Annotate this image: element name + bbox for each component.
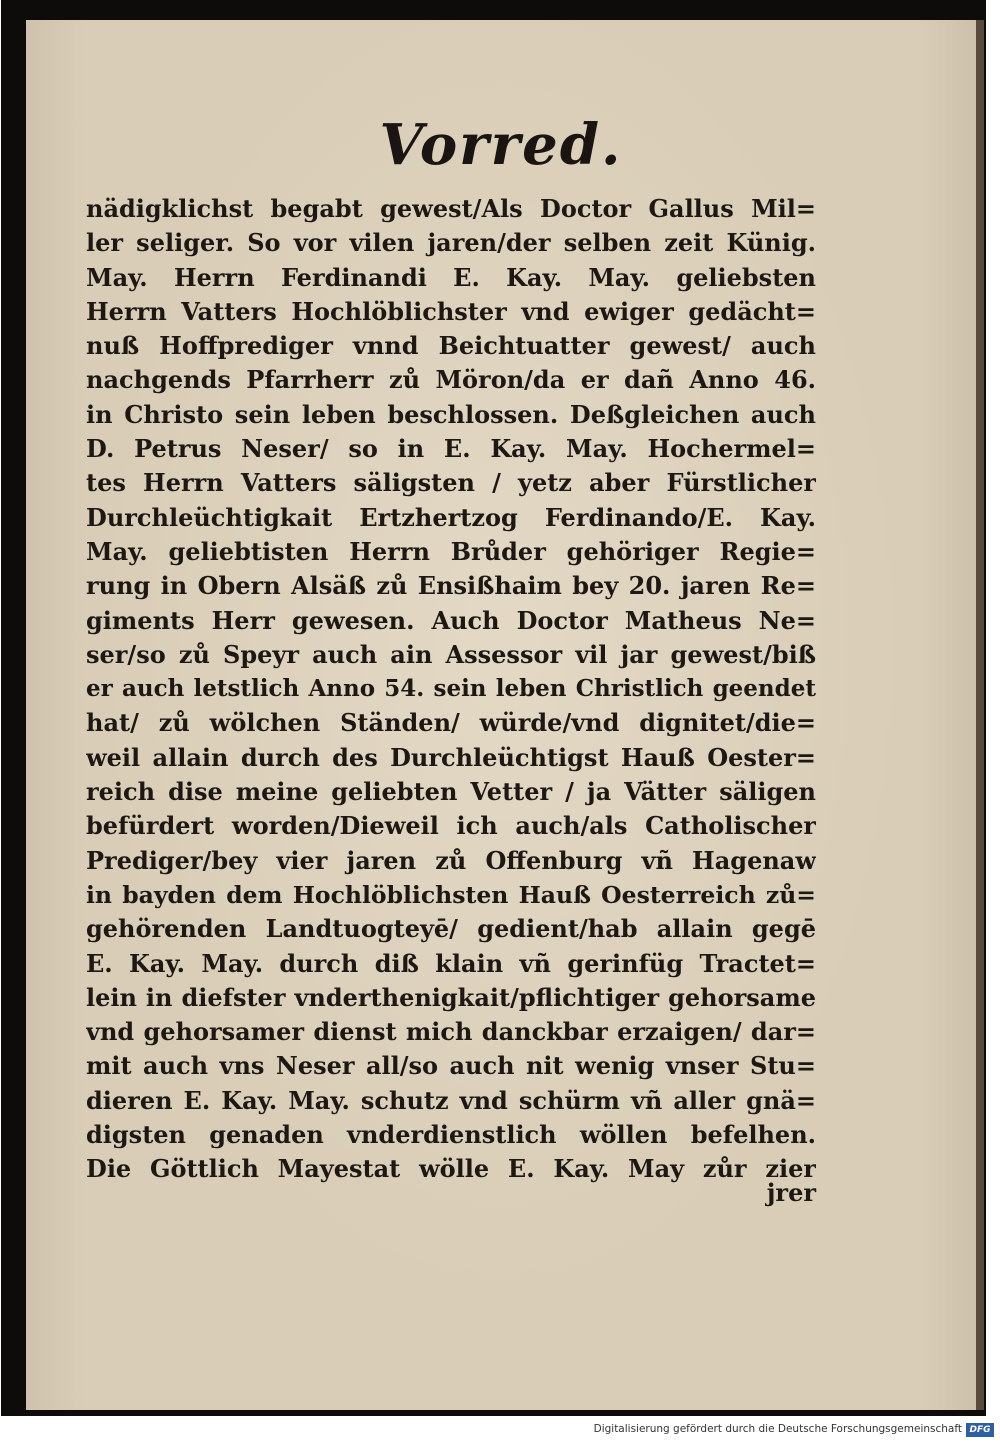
page-header: Vorred. <box>379 112 623 178</box>
text-line: befürdert worden/Dieweil ich auch/als Catholischer <box>86 811 816 841</box>
text-line: vnd gehorsamer dienst mich danckbar erzaigen/ dar= <box>86 1017 816 1047</box>
text-line: digsten genaden vnderdienstlich wöllen befelhen. <box>86 1120 816 1150</box>
catchword: jrer <box>766 1178 816 1207</box>
text-line: Durchleüchtigkait Ertzhertzog Ferdinando/E. Kay. <box>86 502 816 532</box>
book-page <box>26 20 976 1410</box>
text-line: May. geliebtisten Herrn Brůder gehöriger Regie= <box>86 536 816 566</box>
page-edge <box>976 20 984 1410</box>
text-line: Prediger/bey vier jaren zů Offenburg vñ Hagenaw <box>86 845 816 875</box>
text-line: hat/ zů wölchen Ständen/ würde/vnd dignitet/die= <box>86 708 816 738</box>
text-line: nädigklichst begabt gewest/Als Doctor Gallus Mil= <box>86 194 816 223</box>
text-line: May. Herrn Ferdinandi E. Kay. May. geliebsten <box>86 262 816 292</box>
text-line: nuß Hoffprediger vnnd Beichtuatter gewest/ auch <box>86 331 816 361</box>
text-line: in Christo sein leben beschlossen. Deßgleichen auch <box>86 399 816 429</box>
text-line: tes Herrn Vatters säligsten / yetz aber Fürstlicher <box>86 468 816 498</box>
text-line: rung in Obern Alsäß zů Ensißhaim bey 20. jaren Re= <box>86 571 816 601</box>
funding-credit: Digitalisierung gefördert durch die Deutsche Forschungsgemeinschaft <box>593 1423 962 1435</box>
text-line: in bayden dem Hochlöblichsten Hauß Oesterreich zů= <box>86 880 816 909</box>
body-text <box>86 192 816 1187</box>
text-line: lein in diefster vnderthenigkait/pflichtiger gehorsame <box>86 982 816 1012</box>
text-line: mit auch vns Neser all/so auch nit wenig vnser Stu= <box>86 1051 816 1081</box>
text-line: dieren E. Kay. May. schutz vnd schürm vñ aller gnä= <box>86 1085 816 1115</box>
text-line: Die Göttlich Mayestat wölle E. Kay. May zůr zier <box>86 1154 816 1184</box>
text-line: reich dise meine geliebten Vetter / ja Vätter säligen <box>86 777 816 807</box>
dfg-logo: DFG <box>966 1423 994 1437</box>
text-line: gehörenden Landtuogteyē/ gedient/hab allain gegē <box>86 914 816 944</box>
footer-bar <box>0 1420 1000 1443</box>
text-line: E. Kay. May. durch diß klain vñ gerinfüg Tractet= <box>86 948 816 978</box>
text-line: ser/so zů Speyr auch ain Assessor vil jar gewest/biß <box>86 639 816 669</box>
text-line: D. Petrus Neser/ so in E. Kay. May. Hochermel= <box>86 434 816 464</box>
text-line: giments Herr gewesen. Auch Doctor Matheus Ne= <box>86 605 816 635</box>
text-line: ler seliger. So vor vilen jaren/der selben zeit Künig. <box>86 228 816 258</box>
text-line: er auch letstlich Anno 54. sein leben Christlich geendet <box>86 675 816 703</box>
text-line: Herrn Vatters Hochlöblichster vnd ewiger gedächt= <box>86 296 816 326</box>
text-line: weil allain durch des Durchleüchtigst Hauß Oester= <box>86 742 816 772</box>
text-line: nachgends Pfarrherr zů Möron/da er dañ Anno 46. <box>86 365 816 395</box>
